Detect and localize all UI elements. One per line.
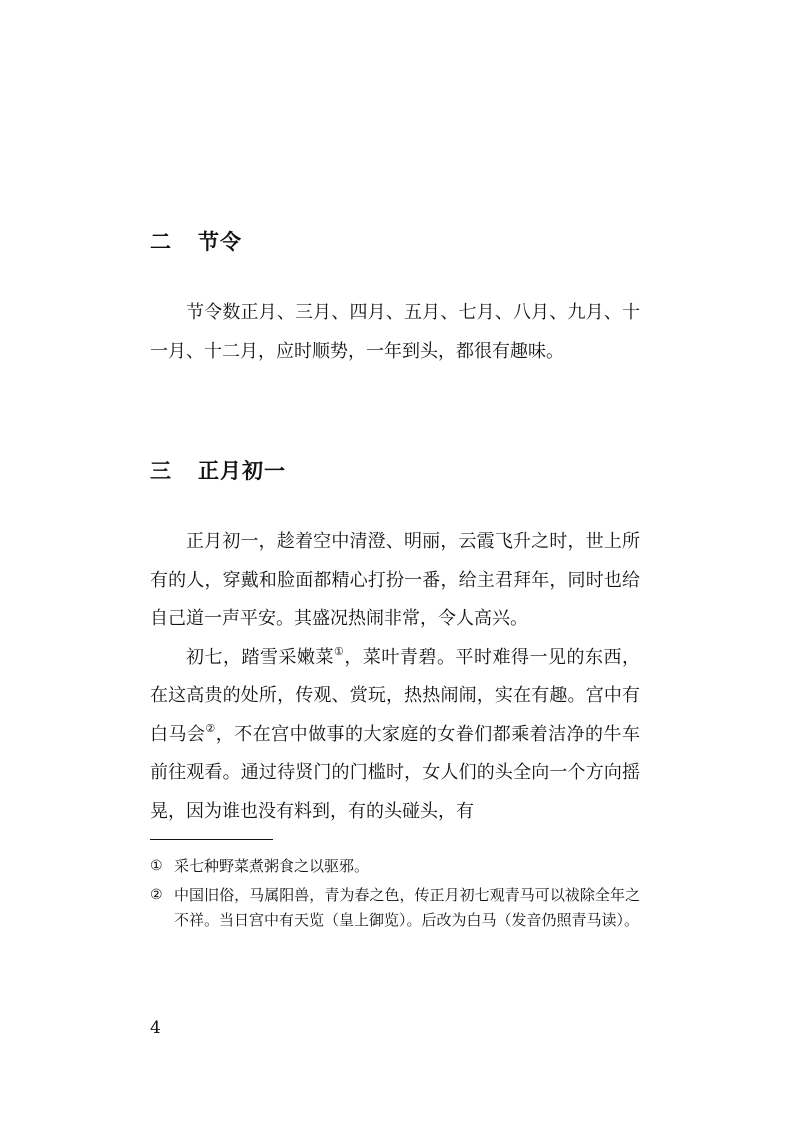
footnote-reference[interactable]: ① [334, 644, 345, 658]
footnote-mark: ① [150, 858, 163, 874]
section-title: 正月初一 [198, 458, 286, 483]
section-heading [150, 455, 286, 485]
footnote [150, 883, 640, 933]
footnote [150, 854, 640, 879]
paragraph: 节令数正月、三月、四月、五月、七月、八月、九月、十一月、十二月，应时顺势，一年到头，都很有趣味。 [150, 302, 640, 362]
footnotes [150, 854, 640, 937]
page-number: 4 [150, 1018, 161, 1038]
paragraph: 正月初一，趁着空中清澄、明丽，云霞飞升之时，世上所有的人，穿戴和脸面都精心打扮一番，给主君拜年，同时也给自己道一声平安。其盛况热闹非常，令人高兴。 [150, 531, 640, 629]
section-body [150, 294, 640, 371]
paragraph-text: ，菜叶青碧。平时难得一见的东西，在这高贵的处所，传观、赏玩，热热闹闹，实在有趣。宫中有白马会 [150, 646, 640, 745]
footnote-reference[interactable]: ② [205, 721, 216, 735]
footnote-mark: ② [150, 887, 163, 903]
section-number: 二 [150, 229, 172, 254]
footnote-divider [150, 839, 273, 840]
paragraph [150, 639, 640, 832]
footnote-text: 采七种野菜煮粥食之以驱邪。 [174, 857, 370, 875]
paragraph-text: ，不在宫中做事的大家庭的女眷们都乘着洁净的牛车前往观看。通过待贤门的门槛时，女人们的头全向一个方向摇晃，因为谁也没有料到，有的头碰头，有 [150, 723, 640, 822]
footnote-text: 中国旧俗，马属阳兽，青为春之色，传正月初七观青马可以祓除全年之不祥。当日宫中有天览（皇上御览）。后改为白马（发音仍照青马读）。 [174, 886, 640, 929]
section-body [150, 523, 640, 831]
section-title: 节令 [198, 229, 242, 254]
section-heading [150, 226, 242, 256]
paragraph-text: 初七，踏雪采嫩菜 [186, 646, 335, 668]
section-number: 三 [150, 458, 172, 483]
